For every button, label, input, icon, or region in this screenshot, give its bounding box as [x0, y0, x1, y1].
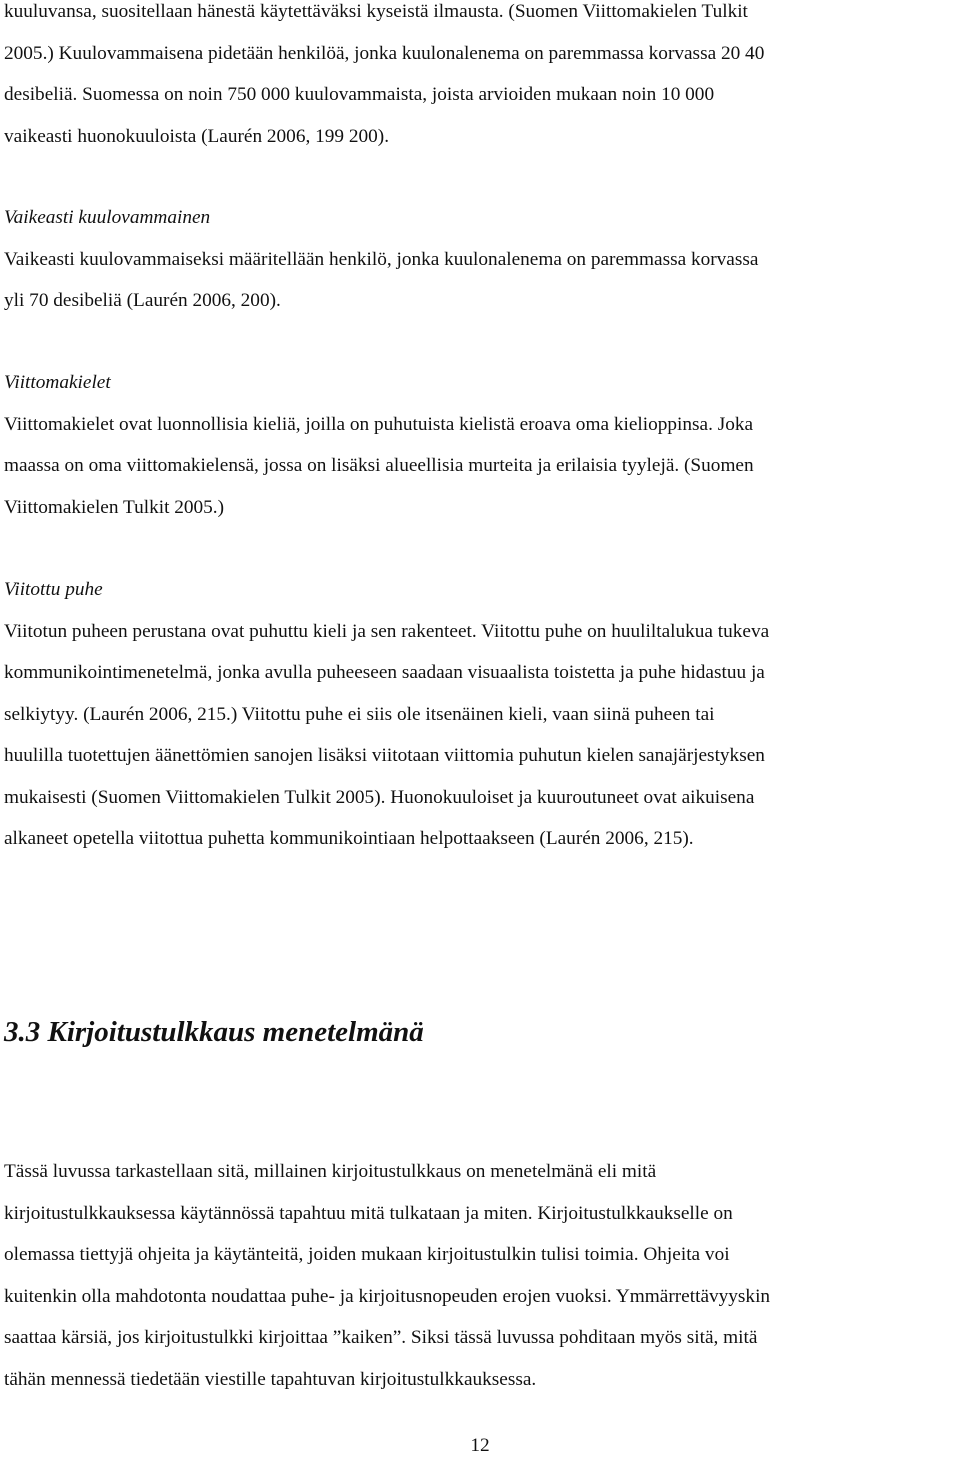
- text-line: kirjoitustulkkauksessa käytännössä tapahtuu mitä tulkataan ja miten. Kirjoitustulkkaukselle on: [4, 1202, 733, 1224]
- section-heading: Viittomakielet: [4, 372, 111, 393]
- text-line: olemassa tiettyjä ohjeita ja käytänteitä, joiden mukaan kirjoitustulkin tulisi toimia. Ohjeita voi: [4, 1244, 730, 1265]
- text-line: desibeliä. Suomessa on noin 750 000 kuulovammaista, joista arvioiden mukaan noin 10 000: [4, 84, 715, 105]
- text-line: kuitenkin olla mahdotonta noudattaa puhe- ja kirjoitusnopeuden erojen vuoksi. Ymmärrettävyyskin: [4, 1285, 771, 1307]
- section-heading: Viitottu puhe: [4, 579, 103, 600]
- section-sign-languages: [4, 362, 956, 528]
- chapter-heading: 3.3 Kirjoitustulkkaus menetelmänä: [4, 1016, 424, 1048]
- text-line: Viittomakielet ovat luonnollisia kieliä, joilla on puhutuista kielistä eroava oma kielioppinsa. Joka: [4, 413, 754, 435]
- text-line: kommunikointimenetelmä, jonka avulla puheeseen saadaan visuaalista toistetta ja puhe hidastuu ja: [4, 662, 765, 683]
- text-line: 2005.) Kuulovammaisena pidetään henkilöä, jonka kuulonalenema on paremmassa korvassa 20 40: [4, 42, 765, 64]
- section-severe-hearing-loss: [4, 197, 956, 322]
- text-line: Viittomakielen Tulkit 2005.): [4, 496, 225, 518]
- text-line: kuuluvansa, suositellaan hänestä käytettäväksi kyseistä ilmausta. (Suomen Viittomakielen Tulkit: [4, 1, 748, 22]
- text-line: selkiytyy. (Laurén 2006, 215.) Viitottu puhe ei siis ole itsenäinen kieli, vaan siinä puheen tai: [4, 703, 715, 725]
- text-line: maassa on oma viittomakielensä, jossa on lisäksi alueellisia murteita ja erilaisia tyylejä. (Suomen: [4, 455, 754, 476]
- section-signed-speech: [4, 569, 956, 860]
- text-line: Viitotun puheen perustana ovat puhuttu kieli ja sen rakenteet. Viitottu puhe on huuliltalukua tukeva: [4, 620, 770, 642]
- text-line: huulilla tuotettujen äänettömien sanojen lisäksi viitotaan viittomia puhutun kielen sanajärjestyksen: [4, 745, 765, 766]
- text-line: mukaisesti (Suomen Viittomakielen Tulkit 2005). Huonokuuloiset ja kuuroutuneet ovat aikuisena: [4, 786, 755, 808]
- text-line: Vaikeasti kuulovammaiseksi määritellään henkilö, jonka kuulonalenema on paremmassa korvassa: [4, 248, 759, 270]
- text-line: alkaneet opetella viitottua puhetta kommunikointiaan helpottaakseen (Laurén 2006, 215).: [4, 828, 694, 849]
- intro-paragraph: [4, 0, 956, 157]
- text-line: Tässä luvussa tarkastellaan sitä, millainen kirjoitustulkkaus on menetelmänä eli mitä: [4, 1161, 657, 1182]
- text-line: yli 70 desibeliä (Laurén 2006, 200).: [4, 290, 281, 311]
- chapter-paragraph: [4, 1151, 956, 1400]
- text-line: tähän mennessä tiedetään viestille tapahtuvan kirjoitustulkkauksessa.: [4, 1368, 537, 1390]
- section-heading: Vaikeasti kuulovammainen: [4, 207, 211, 228]
- page-number: 12: [470, 1435, 490, 1456]
- text-line: vaikeasti huonokuuloista (Laurén 2006, 199 200).: [4, 125, 390, 147]
- text-line: saattaa kärsiä, jos kirjoitustulkki kirjoittaa ”kaiken”. Siksi tässä luvussa pohditaan myös sitä, mitä: [4, 1327, 758, 1348]
